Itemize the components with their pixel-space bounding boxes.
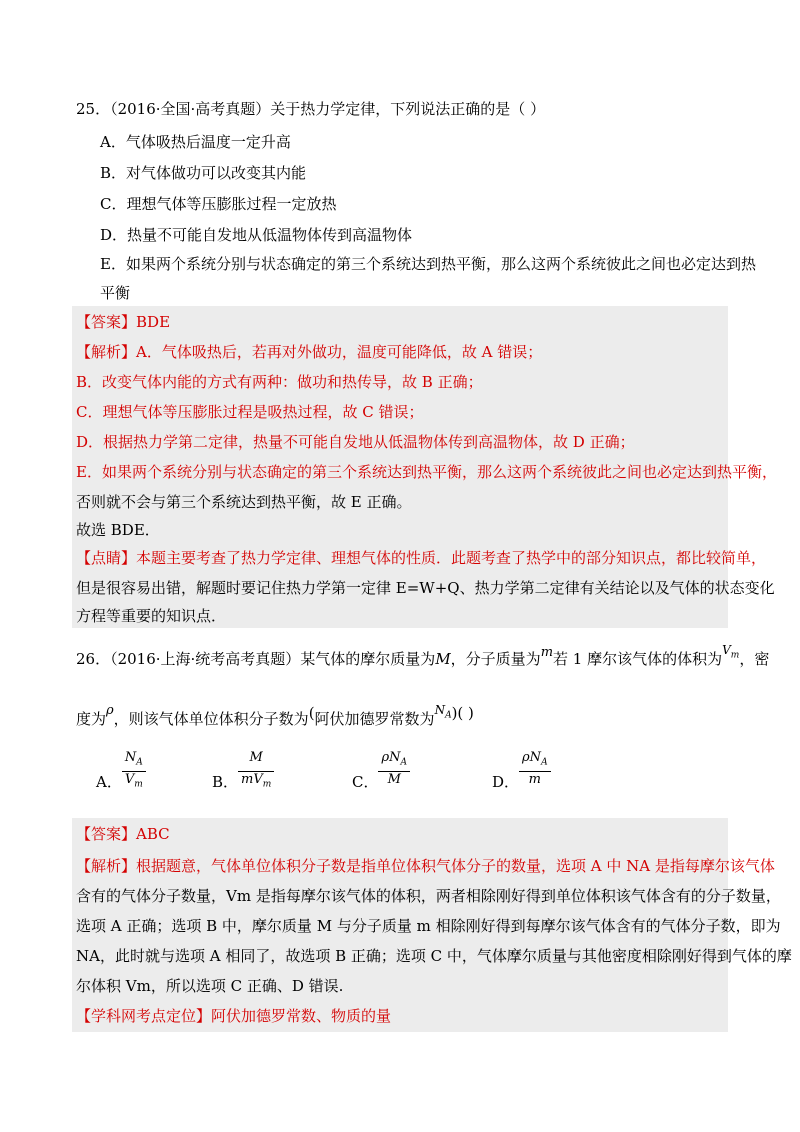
q25-analysis-line: 【解析】A．气体吸热后，若再对外做功，温度可能降低，故 A 错误； [76,343,543,361]
q26-option-a: A． $\frac{N_A}{V_m}$ [96,750,146,792]
symbol-M: M [435,650,451,668]
q25-stem: 25．（2016·全国·高考真题）关于热力学定律，下列说法正确的是（ ） [76,100,546,118]
q26-analysis-line: 尔体积 Vm，所以选项 C 正确、D 错误. [76,977,344,995]
q26-answer-block [72,818,792,1032]
symbol-NA: NA [434,703,452,721]
q25-option-d: D．热量不可能自发地从低温物体传到高温物体 [100,226,413,244]
q25-option-a: A．气体吸热后温度一定升高 [100,133,291,151]
q25-option-e-cont: 平衡 [100,284,131,302]
q25-option-e: E．如果两个系统分别与状态确定的第三个系统达到热平衡，那么这两个系统彼此之间也必定达到热 [100,255,756,273]
q25-analysis-line: E．如果两个系统分别与状态确定的第三个系统达到热平衡，那么这两个系统彼此之间也必定达到热平衡， [76,463,777,481]
q25-option-b: B．对气体做功可以改变其内能 [100,164,307,182]
q25-answer [76,312,170,332]
q26-analysis-line: 【解析】根据题意，气体单位体积分子数是指单位体积气体分子的数量，选项 A 中 NA 是指每摩尔该气体 [76,857,775,875]
q25-option-c: C．理想气体等压膨胀过程一定放热 [100,195,337,213]
symbol-m: m [540,645,554,660]
q26-option-d: D． $\frac{\rho N_A}{m}$ [492,750,551,792]
q26-stem-line2: 度为ρ，则该气体单位体积分子数为(阿伏加德罗常数为$^{N_A}$)( ) [76,703,474,728]
q25-comment-line: 但是很容易出错，解题时要记住热力学第一定律 E=W+Q、热力学第二定律有关结论以及气体的状态变化 [76,579,775,597]
q25-analysis-line: D．根据热力学第二定律，热量不可能自发地从低温物体传到高温物体，故 D 正确； [76,433,635,451]
q25-answer-block [72,306,777,628]
answer-tag: 【答案】 [76,313,137,331]
q26-analysis-line: 选项 A 正确；选项 B 中，摩尔质量 M 与分子质量 m 相除刚好得到每摩尔该气体含有的气体分子数，即为 [76,917,781,935]
q25-comment-line: 【点睛】本题主要考查了热力学定律、理想气体的性质．此题考查了热学中的部分知识点，都比较简单， [76,549,767,567]
q26-analysis-line: NA，此时就与选项 A 相同了，故选项 B 正确；选项 C 中，气体摩尔质量与其他密度相除刚好得到气体的摩 [76,947,792,965]
q25-analysis-line: 故选 BDE． [76,521,160,539]
symbol-Vm: Vm [722,643,740,661]
q26-option-c: C． $\frac{\rho N_A}{M}$ [352,750,410,792]
q26-location-line: 【学科网考点定位】阿伏加德罗常数、物质的量 [76,1007,392,1025]
q26-stem-line1: 26．（2016·上海·统考高考真题）某气体的摩尔质量为M，分子质量为m若 1 摩尔该气体的体积为$^{V_m}$，密 [76,643,770,668]
q25-comment-line: 方程等重要的知识点． [76,607,227,625]
answer-value: BDE [136,313,171,331]
q26-analysis-line: 含有的气体分子数量，Vm 是指每摩尔该气体的体积，两者相除刚好得到单位体积该气体含有的分子数量， [76,887,781,905]
q26-option-b: B． $\frac{M}{mV_m}$ [212,750,274,792]
q25-analysis-line: 否则就不会与第三个系统达到热平衡，故 E 正确。 [76,493,412,511]
q26-answer: 【答案】ABC [76,825,170,843]
q25-analysis-line: C．理想气体等压膨胀过程是吸热过程，故 C 错误； [76,403,424,421]
q25-analysis-line: B．改变气体内能的方式有两种：做功和热传导，故 B 正确； [76,373,483,391]
symbol-rho: ρ [106,703,114,718]
